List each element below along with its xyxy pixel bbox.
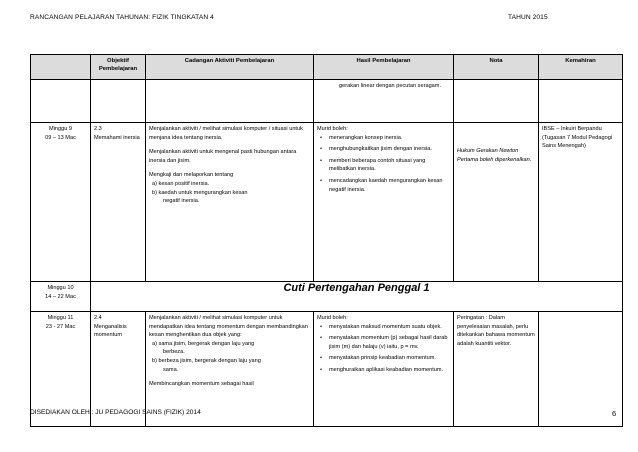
outcome-list	[317, 323, 450, 375]
lesson-plan-table	[30, 54, 623, 427]
skill-text: IBSE – Inkuiri Berpandu (Tugasan 7 Modul Pedagogi Sains Menengah)	[542, 126, 613, 150]
activity-paragraph: Menjalankan aktiviti / melihat simulasi komputer untuk mendapatkan idea tentang momentum dengan membandingkan kesan menghentikan dua objek yang:	[149, 315, 308, 339]
list-item: • menyatakan momentum (p) sebagai hasil darab jisim (m) dan halaju (v) iaitu, p = mv.	[329, 334, 450, 351]
activity-cell	[146, 123, 314, 282]
table-row-continuation	[31, 80, 623, 123]
week-date: 09 – 13 Mac	[45, 134, 76, 141]
list-item: • menghuraikan aplikasi keabadian momentum.	[329, 366, 450, 375]
document-header-title: RANCANGAN PELAJARAN TAHUNAN: FIZIK TINGKATAN 4	[30, 14, 214, 21]
header-objektif: Objektif Pembelajaran	[91, 55, 146, 80]
holiday-banner: Cuti Pertengahan Penggal 1	[91, 282, 623, 312]
activity-paragraph: Menjalankan aktiviti untuk mengenal pasti hubungan antara inersia dan jisim.	[149, 149, 297, 164]
skill-cell	[539, 123, 623, 282]
outcome-cell	[314, 312, 454, 427]
week-cell	[31, 123, 91, 282]
activity-paragraph: Mengkaji dan melaporkan tentang	[149, 172, 234, 179]
table-row-week-9	[31, 123, 623, 282]
note-text: Peringatan : Dalam penyelesaian masalah, perlu ditekankan bahawa momentum adalah kuantiti vektor.	[457, 315, 535, 347]
header-hasil: Hasil Pembelajaran	[314, 55, 454, 80]
list-item: • menghubungkaitkan jisim dengan inersia.	[329, 145, 450, 154]
activity-subitem: a) sama jisim, bergerak dengan laju yang	[152, 340, 255, 347]
document-header-year: TAHUN 2015	[508, 14, 548, 21]
header-cadangan: Cadangan Aktiviti Pembelajaran	[146, 55, 314, 80]
list-item: • menyatakan maksud momentum suatu objek.	[329, 323, 450, 332]
header-nota: Nota	[454, 55, 539, 80]
objective-text: Menganalisis momentum	[94, 323, 127, 339]
table-header-row	[31, 55, 623, 80]
header-kemahiran: Kemahiran	[539, 55, 623, 80]
week-label: Minggu 10	[47, 285, 74, 291]
page-number: 6	[612, 409, 617, 418]
outcome-intro: Murid boleh:	[317, 126, 348, 132]
note-text: Hukum Gerakan Newton Pertama boleh diperkenalkan.	[457, 148, 532, 163]
list-item: • menerangkan konsep inersia.	[329, 134, 450, 143]
activity-subitem-cont: sama.	[163, 366, 179, 373]
objective-number: 2.4	[94, 315, 102, 321]
skill-cell	[539, 312, 623, 427]
week-label: Minggu 9	[48, 126, 72, 132]
activity-subitem: b) berbeza jisim, bergerak dengan laju yang	[152, 357, 261, 364]
note-cell	[454, 312, 539, 427]
objective-cell	[91, 123, 146, 282]
activity-subitem: a) kesan positif inersia.	[152, 180, 210, 187]
list-item: • menyatakan prinsip keabadian momentum.	[329, 354, 450, 363]
week-label: Minggu 11	[47, 315, 74, 321]
list-item: • memberi beberapa contoh situasi yang melibatkan inersia.	[329, 157, 450, 174]
list-item: • mencadangkan kaedah mengurangkan kesan negatif inersia.	[329, 177, 450, 194]
header-week	[31, 55, 91, 80]
table-row-week-10	[31, 282, 623, 312]
objective-number: 2.3	[94, 126, 102, 132]
note-cell	[454, 123, 539, 282]
outcome-list	[317, 134, 450, 195]
week-date: 14 – 22 Mac	[45, 293, 76, 300]
objective-text: Memahami inersia	[94, 134, 140, 141]
week-cell	[31, 282, 91, 312]
week-date: 23 - 27 Mac	[45, 323, 76, 330]
activity-subitem-cont: negatif inersia.	[163, 198, 200, 205]
outcome-intro: Murid boleh:	[317, 315, 348, 321]
activity-paragraph: Menjalankan aktiviti / melihat simulasi komputer / situasi untuk menjana idea tentang inersia.	[149, 126, 303, 141]
activity-paragraph: Membincangkan momentum sebagai hasil	[149, 381, 254, 388]
hasil-continuation-text: gerakan linear dengan pecutan seragam.	[339, 83, 442, 89]
activity-subitem-cont: berbeza.	[163, 349, 185, 356]
document-footer: DISEDIAKAN OLEH : JU PEDAGOGI SAINS (FIZIK) 2014	[30, 409, 201, 416]
activity-subitem: b) kaedah untuk mengurangkan kesan	[152, 189, 248, 196]
outcome-cell	[314, 123, 454, 282]
